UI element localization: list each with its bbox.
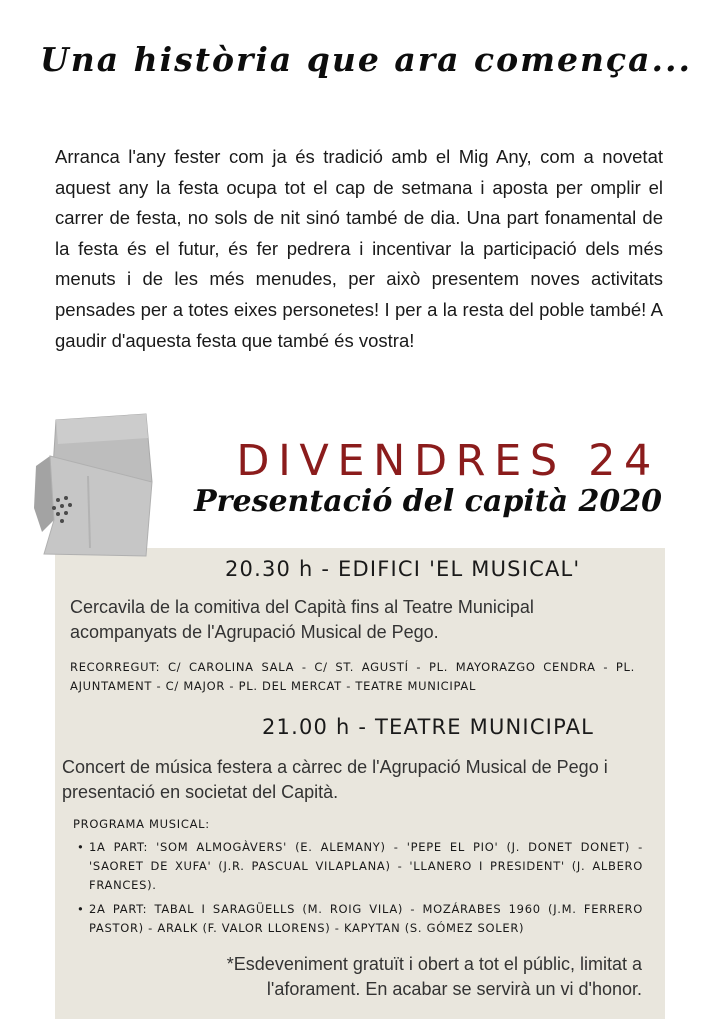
program-list xyxy=(75,838,643,943)
day-title: DIVENDRES 24 xyxy=(236,436,660,486)
list-item: • 2A PART: TABAL I SARAGÜELLS (M. ROIG VILA) - MOZÁRABES 1960 (J.M. FERRERO PASTOR) - ARALK (F. VALOR LLORENS) - KAPYTAN (S. GÓMEZ SOLER) xyxy=(75,900,643,938)
program-label: PROGRAMA MUSICAL: xyxy=(73,817,210,831)
list-item: • 1A PART: 'SOM ALMOGÀVERS' (E. ALEMANY) - 'PEPE EL PIO' (J. DONET DONET) - 'SAORET DE XUFA' (J.R. PASCUAL VILAPLANA) - 'LLANERO I PRESIDENT' (J. ALBERO FRANCES). xyxy=(75,838,643,895)
event-2-title: 21.00 h - TEATRE MUNICIPAL xyxy=(262,715,595,739)
intro-paragraph: Arranca l'any fester com ja és tradició amb el Mig Any, com a novetat aquest any la festa ocupa tot el cap de setmana i aposta per omplir el carrer de festa, no sols de nit sinó també de dia. Una part fonamental de la festa és el futur, és fer pedrera i incentivar la participació dels més menuts i de les més menudes, per això presentem noves activitats pensades per a totes eixes personetes! I per a la resta del poble també! A gaudir d'aquesta festa que també és vostra! xyxy=(55,146,663,351)
event-2-description: Concert de música festera a càrrec de l'Agrupació Musical de Pego i presentació en societat del Capità. xyxy=(62,757,608,802)
helmet-icon xyxy=(28,408,158,558)
footnote: *Esdeveniment gratuït i obert a tot el públic, limitat a l'aforament. En acabar se servirà un vi d'honor. xyxy=(226,954,642,999)
event-1-title: 20.30 h - EDIFICI 'EL MUSICAL' xyxy=(225,557,581,581)
event-1-description: Cercavila de la comitiva del Capità fins al Teatre Municipal acompanyats de l'Agrupació Musical de Pego. xyxy=(70,597,534,642)
day-subtitle: Presentació del capità 2020 xyxy=(194,484,662,519)
event-1-route: RECORREGUT: C/ CAROLINA SALA - C/ ST. AGUSTÍ - PL. MAYORAZGO CENDRA - PL. AJUNTAMENT - C/ MAJOR - PL. DEL MERCAT - TEATRE MUNICIPAL xyxy=(70,660,635,693)
page-title: Una història que ara comença... xyxy=(40,40,692,79)
